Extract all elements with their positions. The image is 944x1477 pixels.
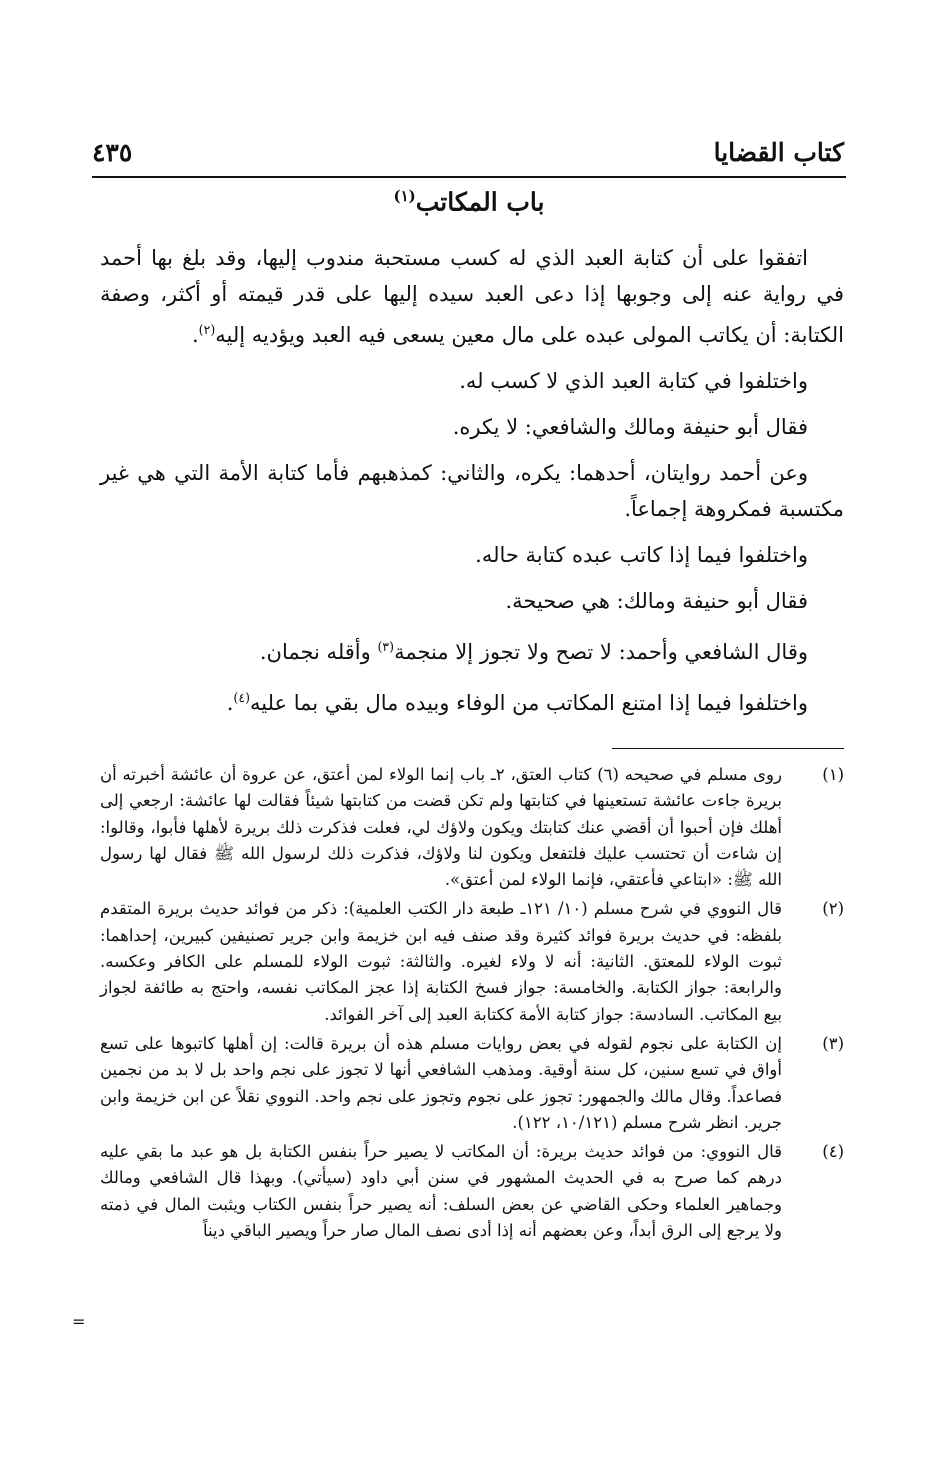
paragraph-text: واختلفوا فيما إذا امتنع المكاتب من الوفاء وبيده مال بقي بما عليه	[250, 691, 808, 715]
footnote-text: روى مسلم في صحيحه (٦) كتاب العتق، ٢ـ باب إنما الولاء لمن أعتق، عن عروة أن عائشة أخبرته أن بريرة جاءت عائشة تستعينها في كتابتها ولم تكن قضت من كتابتها شيئاً فقالت لها عائشة: ارجعي إلى أهلك فإن أحبوا أن أقضي عنك كتابتك ويكون ولاؤك لي، فعلت فذكرت ذلك بريرة لأهلها فأبوا، وقالوا: إن شاءت أن تحتسب عليك فلتفعل ويكون لنا ولاؤك، فذكرت ذلك لرسول الله ﷺ فقال لها رسول الله ﷺ: «ابتاعي فأعتقي، فإنما الولاء لمن أعتق».	[100, 765, 782, 890]
paragraph: واختلفوا في كتابة العبد الذي لا كسب له.	[459, 369, 808, 393]
paragraph: واختلفوا فيما إذا كاتب عبده كتابة حاله.	[475, 543, 808, 567]
footnote-number: (٣)	[822, 1033, 844, 1053]
running-head: كتاب القضايا	[713, 138, 844, 167]
footnote	[100, 1139, 844, 1244]
footnote-number: (٤)	[822, 1142, 844, 1162]
paragraph	[100, 240, 844, 353]
paragraph-text: .	[226, 691, 234, 715]
continuation-mark: =	[72, 1312, 86, 1331]
footnote-ref: (٢)	[198, 322, 216, 337]
footnote	[100, 896, 844, 1027]
chapter-title	[92, 187, 846, 216]
footnote-ref: (٣)	[377, 639, 395, 654]
footnote-text: قال النووي: من فوائد حديث بريرة: أن المكاتب لا يصير حراً بنفس الكتابة بل هو عبد ما بقي عليه درهم كما صرح به في الحديث المشهور في سنن أبي داود (سيأتي). وبهذا قال الشافعي ومالك وجماهير العلماء وحكى القاضي عن بعض السلف: أنه يصير حراً بنفس الكتاب ويثبت المال في ذمته ولا يرجع إلى الرق أبداً، وعن بعضهم أنه إذا أدى نصف المال صار حراً ويصير الباقي ديناً	[100, 1142, 782, 1241]
footnote-text: قال النووي في شرح مسلم (١٠/ ١٢١ـ طبعة دار الكتب العلمية): ذكر من فوائد حديث بريرة المتقدم بلفظه: في حديث بريرة فوائد كثيرة وقد صنف فيه ابن خزيمة وابن جرير تصنيفين كبيرين، إحداهما: ثبوت الولاء للمعتق. الثانية: أنه لا ولاء لغيره. والثالثة: ثبوت الولاء للمسلم على الكافر وعكسه. والرابعة: جواز الكتابة. والخامسة: جواز فسخ الكتابة إذا عجز المكاتب نفسه، واحتج به طائفة لجواز بيع المكاتب. السادسة: جواز كتابة الأمة ككتابة العبد إلى آخر الفوائد.	[100, 899, 782, 1024]
paragraph: فقال أبو حنيفة ومالك: هي صحيحة.	[505, 589, 808, 613]
body-text	[100, 240, 844, 721]
footnote-number: (١)	[822, 765, 844, 784]
footnote-number: (٢)	[822, 899, 844, 919]
chapter-title-text: باب المكاتب	[415, 187, 545, 217]
paragraph: فقال أبو حنيفة ومالك والشافعي: لا يكره.	[452, 415, 808, 439]
paragraph-text: وقال الشافعي وأحمد: لا تصح ولا تجوز إلا منجمة	[394, 640, 808, 664]
footnote	[100, 762, 844, 893]
footnote	[100, 1031, 844, 1136]
footnote-ref: (١)	[393, 187, 416, 205]
footnotes	[100, 762, 844, 1247]
paragraph	[100, 629, 844, 670]
paragraph-text: .	[191, 323, 199, 347]
paragraph	[100, 680, 844, 721]
paragraph: وعن أحمد روايتان، أحدهما: يكره، والثاني: كمذهبهم فأما كتابة الأمة التي هي غير مكتسبة فمكروهة إجماعاً.	[100, 461, 844, 521]
paragraph-text: وأقله نجمان.	[259, 640, 378, 664]
footnote-text: إن الكتابة على نجوم لقوله في بعض روايات مسلم هذه أن بريرة قالت: إن أهلها كاتبوها على تسع أواق في تسع سنين، كل سنة أوقية. ومذهب الشافعي أنها لا تجوز على نجم واحد بل لا بد من نجمين فصاعداً. وقال مالك والجمهور: تجوز على نجوم وتجوز على نجم واحد. النووي نقلاً عن ابن خزيمة وابن جرير. انظر شرح مسلم (١٠/١٢١، ١٢٢).	[100, 1033, 782, 1132]
header-rule	[92, 176, 846, 178]
footnote-separator	[612, 748, 844, 749]
page-number: ٤٣٥	[92, 138, 133, 167]
paragraph-text: اتفقوا على أن كتابة العبد الذي له كسب مستحبة مندوب إليها، وقد بلغ بها أحمد في رواية عنه إلى وجوبها إذا دعى العبد سيده إليها على قدر قيمته أو أكثر، وصفة الكتابة: أن يكاتب المولى عبده على مال معين يسعى فيه العبد ويؤديه إليه	[100, 246, 844, 347]
footnote-ref: (٤)	[233, 690, 250, 705]
